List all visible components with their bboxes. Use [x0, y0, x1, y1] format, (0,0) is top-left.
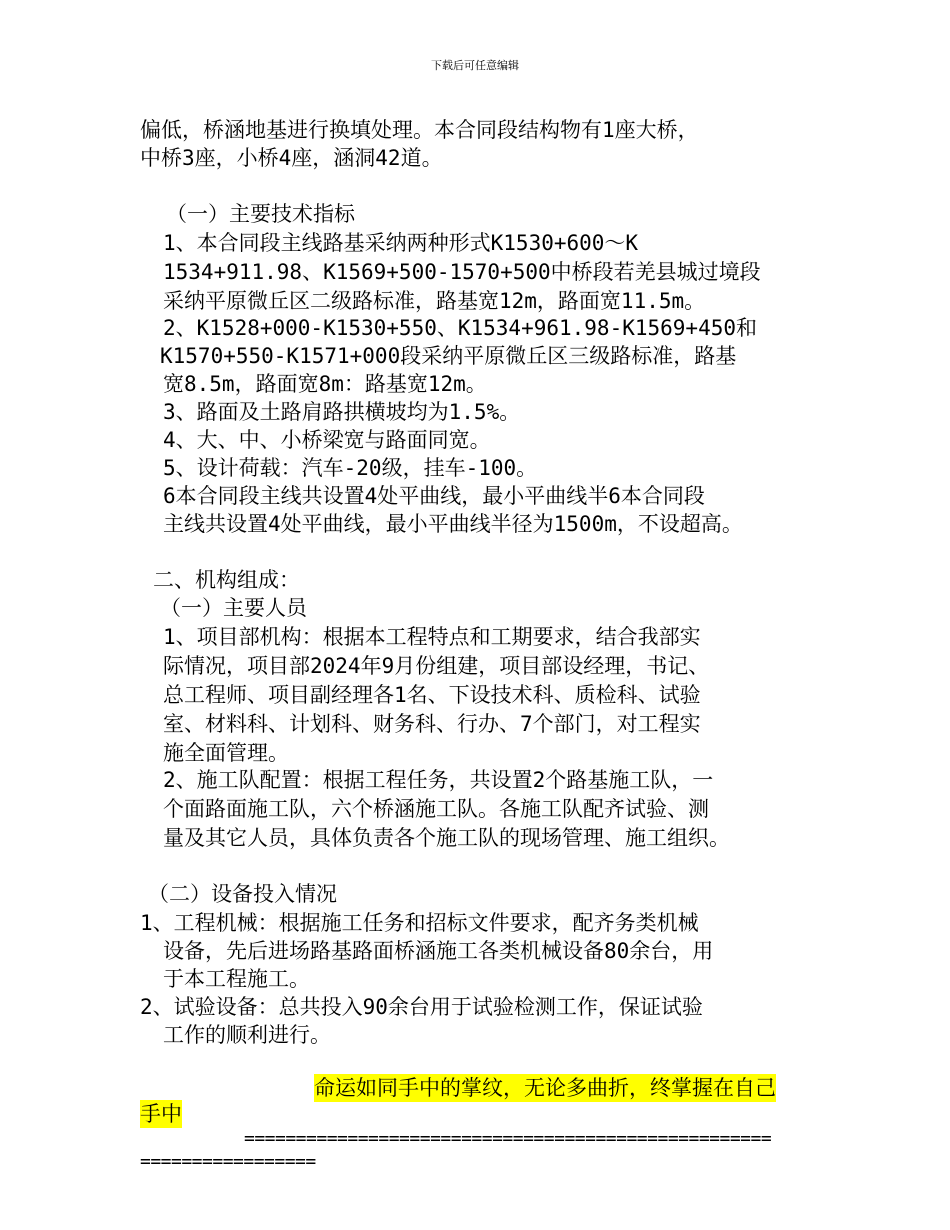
separator-line: =================: [140, 1151, 316, 1172]
text-line: 2、施工队配置：根据工程任务，共设置2个路基施工队，一: [163, 768, 714, 792]
motto-line: 命运如同手中的掌纹，无论多曲折，终掌握在自己: [314, 1076, 776, 1100]
text-line: 2、K1528+000-K1530+550、K1534+961.98-K1569+450和: [163, 316, 758, 340]
text-line: 工作的顺利进行。: [163, 1023, 331, 1047]
section-heading: 二、机构组成：: [153, 568, 300, 592]
section-heading: （二）设备投入情况: [148, 882, 337, 906]
text-line: 偏低，桥涵地基进行换填处理。本合同段结构物有1座大桥，: [140, 118, 699, 142]
section-heading: （一）主要技术指标: [166, 202, 355, 226]
motto-line: 手中: [140, 1102, 182, 1126]
text-line: 际情况，项目部2024年9月份组建，项目部设经理，书记、: [163, 654, 710, 678]
text-line: 采纳平原微丘区二级路标准，路基宽12m，路面宽11.5m。: [163, 289, 706, 313]
text-line: 于本工程施工。: [163, 967, 310, 991]
text-line: 1、项目部机构：根据本工程特点和工期要求，结合我部实: [163, 625, 701, 649]
text-line: 3、路面及土路肩路拱横坡均为1.5%。: [163, 400, 521, 424]
text-line: K1570+550-K1571+000段采纳平原微丘区三级路标准，路基: [160, 344, 737, 368]
text-line: 量及其它人员，具体负责各个施工队的现场管理、施工组织。: [163, 826, 730, 850]
text-line: 1、本合同段主线路基采纳两种形式K1530+600～K: [163, 231, 639, 255]
list-item: 1、工程机械：根据施工任务和招标文件要求，配齐务类机械: [140, 911, 699, 935]
text-line: 个面路面施工队，六个桥涵施工队。各施工队配齐试验、测: [163, 797, 709, 821]
text-line: 4、大、中、小桥梁宽与路面同宽。: [163, 428, 491, 452]
page-header: 下载后可任意编辑: [431, 59, 519, 72]
separator-line: ===================================================: [244, 1128, 772, 1149]
text-line: 室、材料科、计划科、财务科、行办、7个部门，对工程实: [163, 712, 701, 736]
text-line: 主线共设置4处平曲线，最小平曲线半径为1500m，不设超高。: [163, 512, 743, 536]
text-line: 1534+911.98、K1569+500-1570+500中桥段若羌县城过境段: [163, 260, 761, 284]
text-line: 总工程师、项目副经理各1名、下设技术科、质检科、试验: [163, 683, 701, 707]
text-line: 宽8.5m，路面宽8m：路基宽12m。: [163, 372, 487, 396]
text-line: 6本合同段主线共设置4处平曲线，最小平曲线半6本合同段: [163, 484, 705, 508]
text-line: 中桥3座，小桥4座，涵洞42道。: [140, 146, 443, 170]
text-line: 设备，先后进场路基路面桥涵施工各类机械设备80余台，用: [163, 939, 714, 963]
text-line: 施全面管理。: [163, 741, 289, 765]
list-item: 2、试验设备：总共投入90余台用于试验检测工作，保证试验: [140, 995, 703, 1019]
text-line: 5、设计荷载：汽车-20级，挂车-100。: [163, 456, 538, 480]
section-heading: （一）主要人员: [160, 596, 307, 620]
